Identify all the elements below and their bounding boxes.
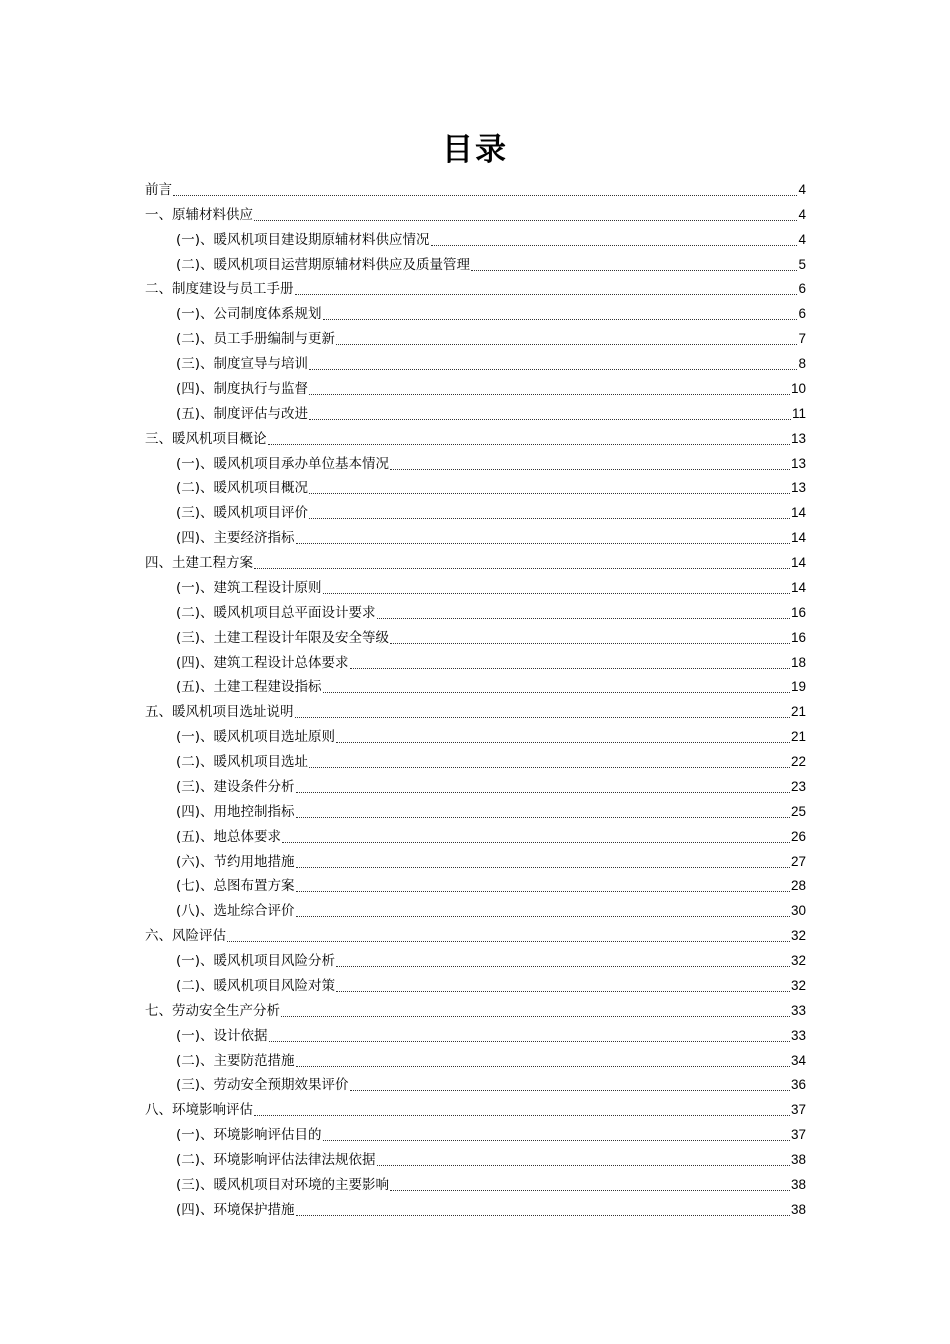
toc-subentry[interactable] [145,746,806,771]
toc-dot-leader [390,643,790,644]
toc-entry-label: 六、风险评估 [145,928,226,945]
toc-subentry[interactable] [145,597,806,622]
toc-subentry[interactable] [145,224,806,249]
toc-dot-leader [309,394,790,395]
toc-page-number: 6 [798,281,806,297]
toc-entry-label: (一)、公司制度体系规划 [176,306,322,323]
toc-dot-leader [336,991,790,992]
toc-page-number: 10 [790,380,806,396]
toc-entry-label: 三、暖风机项目概论 [145,430,267,447]
toc-subentry[interactable] [145,323,806,348]
toc-entry-label: (一)、设计依据 [176,1027,268,1044]
toc-entry-label: (二)、员工手册编制与更新 [176,331,336,348]
toc-dot-leader [282,842,790,843]
toc-dot-leader [296,1215,790,1216]
toc-page-number: 34 [790,1052,806,1068]
toc-page-number: 13 [790,430,806,446]
toc-dot-leader [323,692,790,693]
toc-subentry[interactable] [145,846,806,871]
toc-page-number: 32 [790,928,806,944]
toc-page-number: 26 [790,828,806,844]
toc-entry-label: (四)、建筑工程设计总体要求 [176,654,349,671]
toc-dot-leader [323,1140,790,1141]
toc-dot-leader [336,742,790,743]
toc-dot-leader [269,1041,790,1042]
toc-entry[interactable] [145,423,806,448]
toc-dot-leader [227,941,790,942]
toc-entry-label: (四)、环境保护措施 [176,1201,295,1218]
toc-page-number: 32 [790,977,806,993]
toc-entry[interactable] [145,696,806,721]
toc-entry-label: (七)、总图布置方案 [176,878,295,895]
toc-entry-label: (一)、暖风机项目风险分析 [176,953,336,969]
toc-dot-leader [296,867,790,868]
toc-page-number: 25 [790,803,806,819]
toc-page-number: 37 [790,1127,806,1143]
toc-dot-leader [309,419,791,420]
toc-entry-label: (六)、节约用地措施 [176,853,295,870]
toc-page-number: 28 [790,878,806,894]
toc-entry-label: (三)、劳动安全预期效果评价 [176,1077,349,1094]
toc-dot-leader [377,1165,790,1166]
toc-entry[interactable] [145,174,806,199]
toc-page-number: 27 [790,853,806,869]
toc-page-number: 8 [798,356,806,371]
toc-page-number: 14 [790,555,806,570]
toc-subentry[interactable] [145,771,806,796]
toc-subentry[interactable] [145,373,806,398]
toc-subentry[interactable] [145,622,806,647]
toc-subentry[interactable] [145,497,806,522]
toc-dot-leader [350,1090,790,1091]
toc-entry-label: (二)、暖风机项目概况 [176,480,309,497]
toc-dot-leader [173,195,797,196]
toc-entry[interactable] [145,920,806,945]
toc-entry-label: (八)、选址综合评价 [176,903,295,920]
toc-page-number: 30 [790,903,806,919]
toc-entry-label: (二)、暖风机项目选址 [176,754,309,770]
toc-subentry[interactable] [145,647,806,672]
toc-entry[interactable] [145,995,806,1020]
toc-subentry[interactable] [145,1070,806,1095]
toc-entry-label: (四)、用地控制指标 [176,803,295,820]
toc-page-number: 4 [798,206,806,222]
toc-entry-label: (四)、制度执行与监督 [176,380,309,397]
toc-dot-leader [309,369,797,370]
toc-page-number: 23 [790,778,806,794]
toc-page-number: 14 [790,505,806,521]
toc-page-number: 11 [791,405,806,421]
toc-entry-label: (一)、暖风机项目选址原则 [176,729,336,746]
toc-entry-label: (一)、建筑工程设计原则 [176,579,322,596]
toc-subentry[interactable] [145,298,806,323]
toc-dot-leader [254,568,790,569]
toc-subentry[interactable] [145,672,806,697]
toc-dot-leader [295,717,790,718]
toc-dot-leader [431,245,798,246]
toc-dot-leader [296,543,790,544]
toc-page-number: 14 [790,579,806,595]
toc-dot-leader [296,817,790,818]
toc-page-number: 4 [798,231,806,247]
toc-page-number: 16 [790,604,806,620]
toc-entry-label: (三)、制度宣导与培训 [176,356,309,372]
toc-dot-leader [323,593,790,594]
toc-entry-label: (二)、环境影响评估法律法规依据 [176,1152,376,1168]
toc-subentry[interactable] [145,473,806,498]
toc-entry-label: 八、环境影响评估 [145,1102,253,1119]
toc-page-number: 5 [798,256,806,272]
toc-page-number: 19 [790,679,806,695]
toc-page-number: 38 [790,1152,806,1167]
toc-dot-leader [296,891,790,892]
toc-subentry[interactable] [145,448,806,473]
toc-entry-label: (三)、暖风机项目对环境的主要影响 [176,1176,390,1193]
toc-dot-leader [296,792,790,793]
toc-dot-leader [309,767,790,768]
toc-entry-label: 前言 [145,181,172,198]
toc-dot-leader [390,469,790,470]
toc-dot-leader [309,518,790,519]
toc-dot-leader [350,668,790,669]
toc-subentry[interactable] [145,1045,806,1070]
toc-page-number: 4 [798,181,806,197]
toc-subentry[interactable] [145,249,806,274]
toc-entry-label: (一)、环境影响评估目的 [176,1127,322,1144]
toc-page-number: 38 [790,1201,806,1217]
toc-list [145,174,806,1219]
toc-subentry[interactable] [145,348,806,373]
toc-subentry[interactable] [145,1194,806,1219]
toc-page-number: 36 [790,1077,806,1093]
toc-entry[interactable] [145,547,806,572]
toc-page-number: 7 [798,331,806,347]
toc-subentry[interactable] [145,572,806,597]
toc-entry-label: (三)、建设条件分析 [176,778,295,795]
toc-page-number: 6 [798,306,806,322]
toc-entry[interactable] [145,199,806,224]
toc-subentry[interactable] [145,871,806,896]
toc-entry-label: (三)、土建工程设计年限及安全等级 [176,629,390,646]
toc-entry-label: 二、制度建设与员工手册 [145,281,294,298]
toc-page-number: 18 [790,654,806,670]
toc-entry-label: (一)、暖风机项目建设期原辅材料供应情况 [176,231,430,248]
toc-subentry[interactable] [145,821,806,846]
toc-page-number: 32 [790,953,806,968]
toc-subentry[interactable] [145,796,806,821]
toc-entry-label: (二)、暖风机项目风险对策 [176,977,336,994]
toc-dot-leader [296,916,790,917]
toc-page-number: 38 [790,1176,806,1192]
toc-entry-label: (一)、暖风机项目承办单位基本情况 [176,455,390,472]
toc-subentry[interactable] [145,398,806,423]
toc-entry-label: (四)、主要经济指标 [176,530,295,547]
toc-dot-leader [281,1016,790,1017]
toc-subentry[interactable] [145,1144,806,1169]
toc-dot-leader [390,1190,790,1191]
toc-entry-label: (二)、主要防范措施 [176,1052,295,1069]
toc-subentry[interactable] [145,522,806,547]
toc-entry-label: (五)、制度评估与改进 [176,405,309,422]
toc-entry-label: (二)、暖风机项目总平面设计要求 [176,604,376,621]
toc-dot-leader [268,444,790,445]
toc-title: 目录 [442,132,508,168]
toc-entry-label: 四、土建工程方案 [145,555,253,571]
toc-dot-leader [295,294,798,295]
toc-entry-label: (五)、地总体要求 [176,828,282,845]
toc-page-number: 21 [790,704,806,720]
toc-subentry[interactable] [145,721,806,746]
toc-dot-leader [254,1115,790,1116]
toc-entry-label: 七、劳动安全生产分析 [145,1002,280,1019]
toc-entry-label: (三)、暖风机项目评价 [176,505,309,522]
toc-dot-leader [471,270,797,271]
toc-page-number: 37 [790,1102,806,1118]
toc-subentry[interactable] [145,1169,806,1194]
toc-entry-label: (二)、暖风机项目运营期原辅材料供应及质量管理 [176,256,471,273]
toc-entry-label: 一、原辅材料供应 [145,206,253,223]
toc-page-number: 33 [790,1027,806,1043]
toc-dot-leader [254,220,797,221]
toc-dot-leader [336,344,797,345]
toc-page-number: 14 [790,530,806,546]
toc-dot-leader [377,618,790,619]
toc-subentry[interactable] [145,945,806,970]
toc-subentry[interactable] [145,895,806,920]
toc-page-number: 33 [790,1002,806,1018]
toc-entry-label: 五、暖风机项目选址说明 [145,704,294,721]
toc-page-number: 22 [790,754,806,769]
toc-page-number: 13 [790,455,806,471]
toc-dot-leader [309,493,790,494]
toc-page-number: 16 [790,629,806,645]
toc-subentry[interactable] [145,970,806,995]
toc-entry-label: (五)、土建工程建设指标 [176,679,322,696]
toc-dot-leader [296,1066,790,1067]
toc-entry[interactable] [145,1094,806,1119]
toc-subentry[interactable] [145,1020,806,1045]
toc-page-number: 13 [790,480,806,496]
toc-entry[interactable] [145,274,806,299]
toc-dot-leader [323,319,798,320]
toc-dot-leader [336,966,790,967]
toc-subentry[interactable] [145,1119,806,1144]
toc-page-number: 21 [790,729,806,745]
